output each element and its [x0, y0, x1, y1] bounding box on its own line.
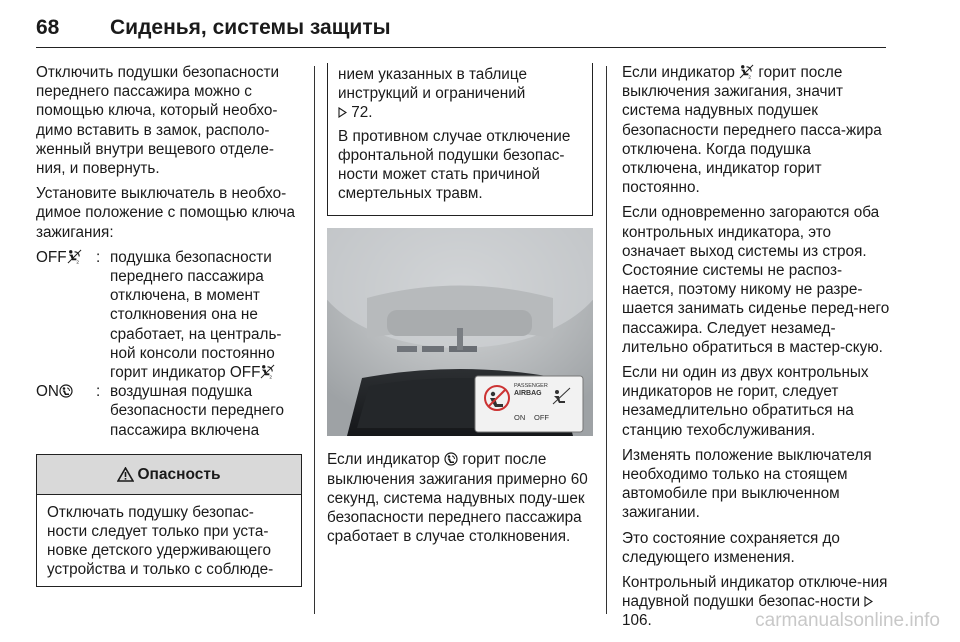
watermark: carmanualsonline.info	[755, 610, 940, 631]
column-3: Если индикатор 2 горит после выключения зажигания, значит система надувных подушек безопасности переднего пасса-жира отключена. Когда подушка отключена, индикатор горит постоянно. Если одновременно загораются оба контрольных индикатора, это означает выход системы из строя. Состояние системы не распоз-нается, поэтому никому не разре-шается занимать сиденье перед-него пассажира. Следует незамед-лительно обратиться в мастер-скую. Если ни один из двух контрольных индикаторов не горит, следует незамедлительно обратиться на станцию техобслуживания. Изменять положение выключателя необходимо только на стоящем автомобиле при выключенном зажигании. Это состояние сохраняется до следующего изменения. Контрольный индикатор отключе-ния надувной подушки безопас-ности 106.	[622, 64, 890, 630]
column-divider	[314, 66, 315, 614]
warning-text: В противном случае отключение фронтальной подушки безопас-ности может стать причиной смертельных травм.	[338, 127, 571, 203]
dashboard-indicator-photo	[327, 228, 593, 436]
airbag-off-icon	[67, 249, 82, 264]
paragraph: Установите выключатель в необхо-димое положение с помощью ключа зажигания:	[36, 185, 296, 241]
paragraph: Если ни один из двух контрольных индикаторов не горит, следует незамедлительно обратиться на станцию техобслуживания.	[622, 364, 869, 439]
warning-triangle-icon	[117, 467, 134, 482]
off-label: OFF	[36, 248, 67, 266]
paragraph: Контрольный индикатор отключе-ния надувной подушки безопас-ности	[622, 574, 888, 611]
svg-text:2: 2	[75, 259, 79, 264]
svg-text:2: 2	[269, 374, 273, 380]
definition-description: воздушная подушка безопасности переднего пассажира включена	[110, 383, 285, 439]
danger-box	[36, 454, 302, 587]
passenger-label: PASSENGER	[514, 383, 548, 390]
reference-arrow-icon	[338, 104, 347, 115]
switch-positions	[36, 248, 302, 440]
on-photo-label: ON	[514, 413, 526, 423]
paragraph: Это состояние сохраняется до следующего изменения.	[622, 529, 840, 566]
danger-text: Отключать подушку безопас-ности следует только при уста-новке детского удерживающего устройства и только с соблюде-	[47, 503, 274, 579]
column-divider	[606, 66, 607, 614]
off-photo-label: OFF	[534, 413, 549, 423]
paragraph: Если индикатор	[622, 64, 735, 81]
definition-on: ON : воздушная подушка безопасности переднего пассажира включена	[36, 382, 302, 440]
definition-description: подушка безопасности переднего пассажира отключена, в момент столкновения она не сработает, на централь-ной консоли постоянно горит индикатор OFF 2	[110, 248, 282, 382]
on-label: ON	[36, 383, 59, 401]
paragraph: Если индикатор	[327, 451, 440, 469]
page-header	[36, 14, 886, 48]
airbag-off-icon	[260, 364, 275, 379]
reference-arrow-icon	[864, 593, 873, 604]
column-1	[36, 63, 302, 587]
airbag-on-icon	[444, 452, 458, 466]
danger-header	[37, 455, 301, 495]
danger-box-continued	[327, 63, 593, 216]
paragraph: Изменять положение выключателя необходимо только на стоящем автомобиле при выключенном зажигании.	[622, 446, 872, 522]
paragraph: нием указанных в таблице инструкций и ограничений	[338, 66, 527, 103]
paragraph: Если одновременно загораются оба контрольных индикатора, это означает выход системы из строя. Состояние системы не распоз-нается, поэтому никому не разре-шается занимать сиденье перед-него пассажира. Следует незамед-лительно обратиться в мастер-скую.	[622, 204, 890, 356]
page-reference[interactable]: 106.	[622, 612, 652, 630]
column-2: нием указанных в таблице инструкций и ограничений 72. В противном случае отключение фронтальной подушки безопас-ности может стать причиной смертельных травм. PASSENGER AIRBAG ON OFF Если индикатор горит после выключения зажигания примерно 60 секунд, система надувных поду-шек безопасности переднего пассажира сработает в случае столкновения.	[327, 63, 593, 552]
airbag-label: AIRBAG	[514, 390, 542, 398]
svg-text:2: 2	[748, 74, 752, 79]
definition-off: OFF 2 : подушка безопасности переднего пассажира отключена, в момент столкновения она не сработает, на централь-ной консоли постоянно горит индикатор OFF 2	[36, 248, 302, 382]
page-reference[interactable]: 72.	[351, 104, 373, 122]
airbag-on-icon	[59, 384, 73, 398]
definition-term	[36, 382, 96, 401]
page-number: 68	[36, 16, 60, 39]
paragraph: Отключить подушки безопасности переднего пассажира можно с помощью ключа, который необхо-димо вставить в замок, располо-женный внутри вещевого отделе-ния, и повернуть.	[36, 64, 280, 178]
section-title: Сиденья, системы защиты	[110, 16, 391, 39]
definition-term	[36, 248, 96, 267]
airbag-off-icon	[739, 64, 754, 79]
danger-title: Опасность	[137, 465, 221, 483]
